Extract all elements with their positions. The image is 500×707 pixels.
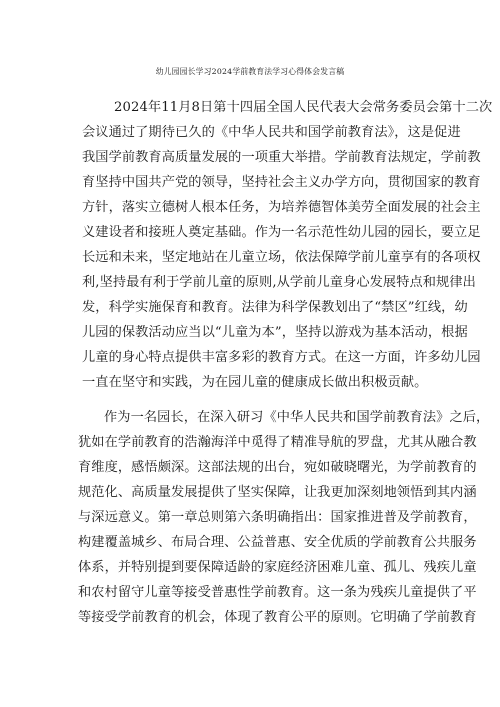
paragraph-1-line-9: 发，科学实施保育和教育。法律为科学保教划出了“禁区”红线，幼: [82, 300, 468, 315]
paragraph-2-line-1: 作为一名园长，在深入研习《中华人民共和国学前教育法》之后，: [104, 410, 490, 425]
paragraph-1-line-2: 会议通过了期待已久的《中华人民共和国学前教育法》，这是促进: [82, 125, 461, 140]
paragraph-2-line-9: 等接受学前教育的机会，体现了教育公平的原则。它明确了学前教育: [78, 610, 477, 625]
paragraph-1-line-3: 我国学前教育高质量发展的一项重大举措。学前教育法规定，学前教: [82, 150, 481, 165]
paragraph-2-line-3: 育维度，感悟颇深。这部法规的出台，宛如破晓曙光，为学前教育的: [78, 460, 477, 475]
paragraph-1-line-12: 一直在坚守和实践，为在园儿童的健康成长做出积极贡献。: [82, 375, 428, 390]
paragraph-2-line-7: 体系，并特别提到要保障适龄的家庭经济困难儿童、孤儿、残疾儿童: [78, 560, 477, 575]
paragraph-1-line-11: 儿童的身心特点提供丰富多彩的教育方式。在这一方面，许多幼儿园: [82, 350, 481, 365]
paragraph-1-line-1: 2024年11月8日第十四届全国人民代表大会常务委员会第十二次: [114, 100, 493, 115]
paragraph-2-line-8: 和农村留守儿童等接受普惠性学前教育。这一条为残疾儿童提供了平: [78, 585, 477, 600]
paragraph-1-line-7: 长远和未来，坚定地站在儿童立场，依法保障学前儿童享有的各项权: [82, 250, 481, 265]
paragraph-1-line-10: 儿园的保教活动应当以“儿童为本”，坚持以游戏为基本活动，根据: [82, 325, 468, 340]
paragraph-1-line-6: 义建设者和接班人奠定基础。作为一名示范性幼儿园的园长，要立足: [82, 225, 481, 240]
paragraph-1-line-5: 方针，落实立德树人根本任务，为培养德智体美劳全面发展的社会主: [82, 200, 481, 215]
paragraph-1-line-8: 利,坚持最有利于学前儿童的原则,从学前儿童身心发展特点和规律出: [82, 275, 476, 290]
paragraph-2-line-5: 与深远意义。第一章总则第六条明确指出：国家推进普及学前教育，: [78, 510, 477, 525]
paragraph-2-line-2: 犹如在学前教育的浩瀚海洋中觅得了精准导航的罗盘，尤其从融合教: [78, 435, 477, 450]
paragraph-1-line-4: 育坚持中国共产党的领导，坚持社会主义办学方向，贯彻国家的教育: [82, 175, 481, 190]
paragraph-2-line-4: 规范化、高质量发展提供了坚实保障，让我更加深刻地领悟到其内涵: [78, 485, 477, 500]
paragraph-2-line-6: 构建覆盖城乡、布局合理、公益普惠、安全优质的学前教育公共服务: [78, 535, 477, 550]
document-title: 幼儿园园长学习2024学前教育法学习心得体会发言稿: [155, 67, 345, 76]
